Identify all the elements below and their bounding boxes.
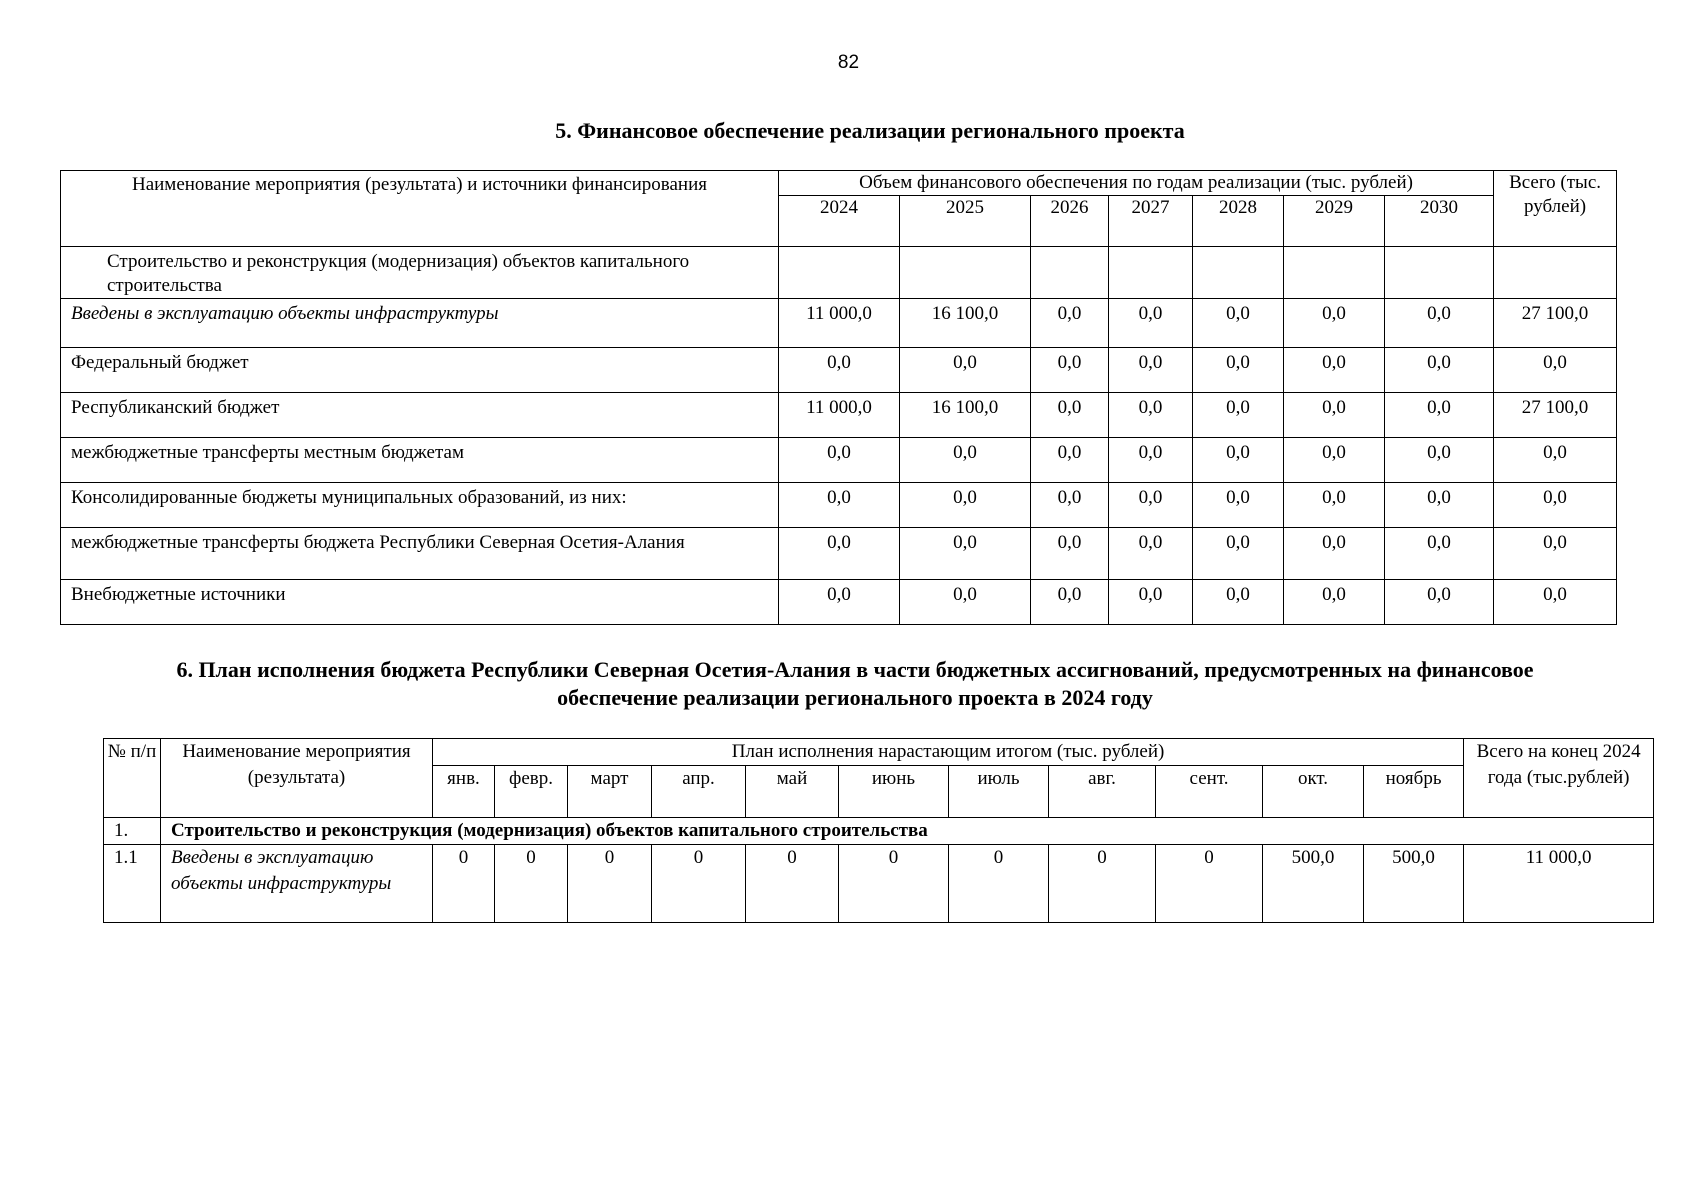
cell-value: 0,0: [1031, 299, 1109, 348]
cell-total: [1494, 247, 1617, 299]
cell-value: 0: [839, 845, 949, 923]
cell-value: 0,0: [1284, 299, 1385, 348]
cell-value: 0,0: [1385, 528, 1494, 580]
header-month: февр.: [495, 766, 568, 818]
cell-value: 0,0: [1284, 483, 1385, 528]
table-row: [61, 393, 1617, 438]
header-month: окт.: [1263, 766, 1364, 818]
row-name: Федеральный бюджет: [61, 348, 779, 393]
header-month: май: [746, 766, 839, 818]
header-month: апр.: [652, 766, 746, 818]
budget-plan-table: [103, 738, 1654, 923]
cell-value: 0,0: [1031, 438, 1109, 483]
cell-value: 0,0: [1284, 580, 1385, 625]
cell-value: [900, 247, 1031, 299]
cell-value: 0,0: [779, 528, 900, 580]
header-month: июнь: [839, 766, 949, 818]
cell-value: 0: [746, 845, 839, 923]
header-month: март: [568, 766, 652, 818]
table-row: [61, 580, 1617, 625]
cell-value: 0,0: [1193, 393, 1284, 438]
cell-value: 500,0: [1263, 845, 1364, 923]
header-name: Наименование мероприятия (результата): [161, 739, 433, 818]
table-row: [61, 438, 1617, 483]
cell-value: 16 100,0: [900, 393, 1031, 438]
cell-value: 0: [1049, 845, 1156, 923]
page-number: 82: [837, 52, 860, 73]
cell-value: 0,0: [1193, 580, 1284, 625]
row-name: Введены в эксплуатацию объекты инфраструктуры: [161, 845, 433, 923]
table-row: [61, 299, 1617, 348]
cell-value: 0,0: [1031, 348, 1109, 393]
cell-value: 0,0: [1031, 483, 1109, 528]
row-name: Консолидированные бюджеты муниципальных образований, из них:: [61, 483, 779, 528]
cell-value: 16 100,0: [900, 299, 1031, 348]
header-plan: План исполнения нарастающим итогом (тыс. рублей): [433, 739, 1464, 766]
header-year: 2025: [900, 196, 1031, 247]
cell-total: 0,0: [1494, 483, 1617, 528]
cell-total: 0,0: [1494, 528, 1617, 580]
header-year: 2026: [1031, 196, 1109, 247]
cell-value: [1193, 247, 1284, 299]
cell-value: 11 000,0: [779, 393, 900, 438]
cell-value: 0,0: [1284, 348, 1385, 393]
cell-value: 0,0: [1193, 528, 1284, 580]
cell-value: 0,0: [900, 580, 1031, 625]
cell-total: 11 000,0: [1464, 845, 1654, 923]
row-name: Республиканский бюджет: [61, 393, 779, 438]
cell-value: 500,0: [1364, 845, 1464, 923]
cell-value: 0,0: [1031, 580, 1109, 625]
cell-value: 0,0: [1193, 483, 1284, 528]
row-num: 1.1: [104, 845, 161, 923]
table-row: [61, 528, 1617, 580]
header-year: 2024: [779, 196, 900, 247]
cell-value: [1031, 247, 1109, 299]
cell-value: 0,0: [1193, 438, 1284, 483]
row-num: 1.: [104, 818, 161, 845]
cell-total: 0,0: [1494, 348, 1617, 393]
cell-value: 0: [1156, 845, 1263, 923]
header-name: Наименование мероприятия (результата) и источники финансирования: [61, 171, 779, 247]
cell-total: 27 100,0: [1494, 393, 1617, 438]
cell-value: 0,0: [1385, 393, 1494, 438]
header-year: 2030: [1385, 196, 1494, 247]
row-name: Строительство и реконструкция (модернизация) объектов капитального строительства: [161, 818, 1654, 845]
section5-title: 5. Финансовое обеспечение реализации регионального проекта: [555, 118, 1185, 143]
cell-value: [1109, 247, 1193, 299]
row-name: межбюджетные трансферты местным бюджетам: [61, 438, 779, 483]
header-year: 2027: [1109, 196, 1193, 247]
cell-value: 0,0: [1031, 528, 1109, 580]
cell-value: 0,0: [1109, 483, 1193, 528]
cell-value: 0,0: [1109, 438, 1193, 483]
cell-value: 0,0: [900, 483, 1031, 528]
row-name: Строительство и реконструкция (модернизация) объектов капитального строительства: [61, 247, 779, 299]
cell-value: 0,0: [1109, 528, 1193, 580]
cell-value: 0,0: [779, 348, 900, 393]
row-name: Введены в эксплуатацию объекты инфраструктуры: [61, 299, 779, 348]
row-name: Внебюджетные источники: [61, 580, 779, 625]
header-volume: Объем финансового обеспечения по годам реализации (тыс. рублей): [779, 171, 1494, 196]
cell-value: 0: [433, 845, 495, 923]
cell-value: 0,0: [900, 348, 1031, 393]
table-row: [104, 845, 1654, 923]
cell-total: 0,0: [1494, 438, 1617, 483]
table-row: [61, 483, 1617, 528]
cell-value: 0,0: [779, 483, 900, 528]
header-month: янв.: [433, 766, 495, 818]
cell-value: 0,0: [900, 438, 1031, 483]
cell-total: 27 100,0: [1494, 299, 1617, 348]
cell-value: 0,0: [1284, 438, 1385, 483]
table-row: [104, 818, 1654, 845]
header-month: сент.: [1156, 766, 1263, 818]
row-name: межбюджетные трансферты бюджета Республики Северная Осетия-Алания: [61, 528, 779, 580]
cell-value: [1385, 247, 1494, 299]
table-row: [61, 348, 1617, 393]
header-month: июль: [949, 766, 1049, 818]
header-year: 2028: [1193, 196, 1284, 247]
cell-value: 0,0: [1385, 438, 1494, 483]
cell-value: 0,0: [1385, 483, 1494, 528]
cell-value: 0,0: [779, 438, 900, 483]
header-num: № п/п: [104, 739, 161, 818]
cell-value: 0,0: [1385, 299, 1494, 348]
cell-value: 0,0: [1193, 299, 1284, 348]
cell-value: 11 000,0: [779, 299, 900, 348]
cell-value: [1284, 247, 1385, 299]
cell-value: 0,0: [1284, 393, 1385, 438]
header-year: 2029: [1284, 196, 1385, 247]
cell-value: 0,0: [1109, 348, 1193, 393]
table-row: [61, 247, 1617, 299]
cell-value: 0,0: [1109, 299, 1193, 348]
cell-value: 0: [568, 845, 652, 923]
cell-value: [779, 247, 900, 299]
cell-value: 0,0: [1109, 580, 1193, 625]
cell-value: 0,0: [900, 528, 1031, 580]
financing-table: [60, 170, 1617, 625]
cell-value: 0,0: [779, 580, 900, 625]
cell-value: 0,0: [1385, 348, 1494, 393]
cell-value: 0,0: [1031, 393, 1109, 438]
header-month: авг.: [1049, 766, 1156, 818]
cell-value: 0: [949, 845, 1049, 923]
cell-value: 0: [652, 845, 746, 923]
cell-value: 0,0: [1385, 580, 1494, 625]
cell-value: 0,0: [1109, 393, 1193, 438]
cell-total: 0,0: [1494, 580, 1617, 625]
section6-title: 6. План исполнения бюджета Республики Северная Осетия-Алания в части бюджетных ассигнований, предусмотренных на финансовое обеспечение реализации регионального проекта в 2024 году: [176, 657, 1534, 710]
header-total: Всего на конец 2024 года (тыс.рублей): [1464, 739, 1654, 818]
header-month: ноябрь: [1364, 766, 1464, 818]
header-total: Всего (тыс. рублей): [1494, 171, 1617, 247]
cell-value: 0,0: [1193, 348, 1284, 393]
cell-value: 0: [495, 845, 568, 923]
cell-value: 0,0: [1284, 528, 1385, 580]
